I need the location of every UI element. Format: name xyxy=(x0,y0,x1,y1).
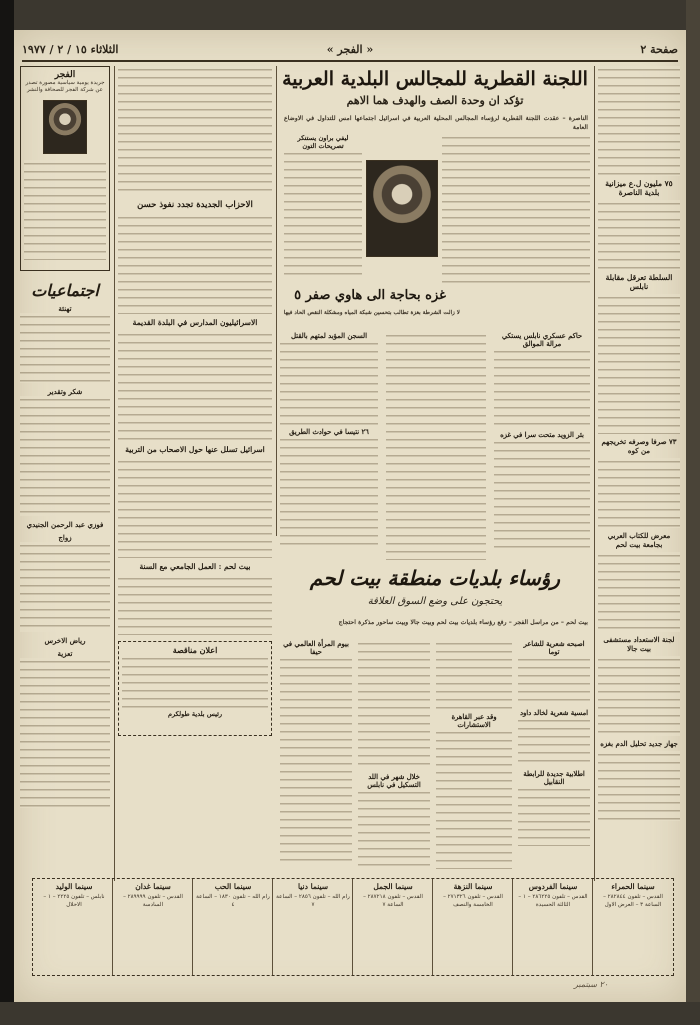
note-text xyxy=(20,542,110,632)
bethlehem-headline: رؤساء بلديات منطقة بيت لحم xyxy=(309,566,561,590)
article-headline: السلطة تعرقل مقابلة نابلس xyxy=(605,273,673,291)
article-text xyxy=(386,332,486,560)
cinema-item xyxy=(112,879,193,975)
lead-photo xyxy=(366,160,438,257)
story-headline: بئر الزويد متحت سرا في غزه xyxy=(500,431,584,439)
note-title: شكر وتقدير xyxy=(47,387,83,396)
article-headline: الاسرائيليون المدارس في البلدة القديمة xyxy=(132,318,258,327)
article-text xyxy=(518,786,590,846)
article-text xyxy=(358,789,430,869)
article-headline: اسرائيل تسلل عنها حول الاصحاب من التربية xyxy=(125,445,265,454)
cinema-name: سينما الوليد xyxy=(55,882,93,891)
story-headline: خلال شهر في اللد التسكيل في نابلس xyxy=(367,773,421,789)
person-name: رياض الاخرس xyxy=(44,636,86,645)
newspaper-page xyxy=(14,30,686,1002)
story-headline: اصبحه شعرية للشاعر توما xyxy=(523,640,585,656)
gaza-lede: لا زالت الشرطة بغزة تطالب بتحسين شبكة المياه ومشكلة النقص الحاد فيها xyxy=(283,310,460,316)
article-text xyxy=(518,717,590,767)
left-column xyxy=(20,66,110,876)
cinema-item xyxy=(592,879,673,975)
story-headline: السجن المؤبد لمتهم بالقتل xyxy=(291,332,367,340)
lead-body xyxy=(442,134,590,286)
cinema-name: سينما الحب xyxy=(214,882,252,891)
cinema-name: سينما الجمل xyxy=(373,882,413,891)
middle-stories xyxy=(280,332,590,562)
article-text xyxy=(598,294,680,434)
article-text xyxy=(284,150,362,280)
cinema-item xyxy=(192,879,273,975)
page-masthead xyxy=(22,38,678,62)
article-text xyxy=(280,340,378,425)
article-text xyxy=(598,656,680,736)
story-headline: امسية شعرية لخالد داود xyxy=(519,709,589,717)
article-text xyxy=(118,575,272,635)
handwritten-note: ٢٠ سبتمبر xyxy=(574,980,609,989)
cinema-name: سينما غدان xyxy=(135,882,171,891)
cinema-item xyxy=(512,879,593,975)
article-text xyxy=(494,348,590,428)
lead-subheadline: تؤكد ان وحدة الصف والهدف هما الاهم xyxy=(346,94,524,107)
article-text xyxy=(118,214,272,314)
cinema-item xyxy=(352,879,433,975)
box-text-lines xyxy=(24,160,106,260)
scan-left-border xyxy=(0,0,14,1025)
lead-sidebar xyxy=(284,134,362,284)
article-text xyxy=(598,751,680,821)
paper-name: « الفجر » xyxy=(326,42,374,56)
note-title: زواج xyxy=(58,533,72,542)
story-headline: اطلابية جديدة للرابطة النقابيل xyxy=(523,770,585,786)
cinema-name: سينما الحمراء xyxy=(611,882,655,891)
lead-lede: الناصرة – عقدت اللجنة القطرية لرؤساء المجالس المحلية العربية في اسرائيل اجتماعها امس للتداول في الاوضاع العامة xyxy=(284,115,588,131)
lower-stories xyxy=(280,640,590,870)
cinema-details: القدس – تلفون ٢٨٩٩٩٩ – السادسة xyxy=(123,894,183,908)
article-text xyxy=(598,66,680,176)
ad-signer: رئيس بلدية طولكرم xyxy=(167,710,223,718)
mid-left-column xyxy=(118,66,272,876)
article-headline: الاحزاب الجديدة تجدد نفوذ حسن xyxy=(137,200,253,210)
cinema-details: القدس – تلفون ٢٨٢٨٤٤ – الساعة ٣ – العرض الاول xyxy=(603,894,663,908)
story-headline: وقد عبر القاهرة الاستشارات xyxy=(451,713,497,729)
article-text xyxy=(442,134,590,286)
story-col xyxy=(518,640,590,868)
story-col xyxy=(494,332,590,560)
column-rule xyxy=(114,66,115,881)
cinema-item xyxy=(272,879,353,975)
story-headline: ٢٦ نتيسا في حوادث الطريق xyxy=(289,428,369,436)
scan-right-border xyxy=(686,0,700,1025)
article-text xyxy=(436,640,512,710)
story-headline: حاكم عسكري نابلس يستكي مرالة الموالق xyxy=(501,332,583,348)
article-text xyxy=(280,436,378,546)
masthead-box xyxy=(20,66,110,271)
article-text xyxy=(598,552,680,632)
cinema-listings xyxy=(32,878,674,976)
story-col xyxy=(358,640,430,868)
person-name: فوزي عبد الرحمن الجنيدي xyxy=(26,520,104,529)
cinema-details: القدس – تلفون ٢٨٦٢٢٥ – ١ – الثالثة الحسيدة xyxy=(518,894,588,908)
editor-photo xyxy=(43,100,87,154)
note-title: تهنئة xyxy=(58,304,72,313)
article-headline: لجنة الاستعداد مستشفى بيت جالا xyxy=(603,635,675,653)
note-text xyxy=(20,658,110,808)
article-text xyxy=(358,640,430,770)
box-title: الفجر xyxy=(54,70,76,80)
article-headline: معرض للكتاب العربي بجامعة بيت لحم xyxy=(607,531,671,549)
note-title: تعزية xyxy=(57,649,73,658)
cinema-item xyxy=(432,879,513,975)
article-text xyxy=(518,656,590,706)
cinema-details: نابلس – تلفون ٢٢٢٥ – ١ – الاحلال xyxy=(43,894,105,908)
photo-caption: ليفي براون يستنكر تصريحات التون xyxy=(297,134,349,150)
bethlehem-lede: بيت لحم – من مراسل الفجر – رفع رؤساء بلديات بيت لحم وبيت جالا وبيت ساحور مذكرة احتجاج xyxy=(338,619,588,626)
article-text xyxy=(598,458,680,528)
article-headline: ٧٣ صرفا وصرفه تخريجهم من كوه xyxy=(601,437,677,455)
story-col xyxy=(386,332,486,560)
article-headline: جهاز جديد تحليل الدم بغزه xyxy=(600,739,678,748)
note-text xyxy=(20,313,110,383)
note-text xyxy=(20,396,110,516)
lead-headline: اللجنة القطرية للمجالس البلدية العربية xyxy=(282,68,588,90)
scan-top-border xyxy=(0,0,700,30)
bethlehem-subheadline: يحتجون على وضع السوق العلاقة xyxy=(367,596,503,607)
cinema-name: سينما النزهة xyxy=(453,882,493,891)
cinema-details: رام الله – تلفون ٢٨٥٦ – الساعة ٧ xyxy=(276,894,350,908)
article-text xyxy=(118,331,272,441)
article-text xyxy=(436,729,512,869)
ad-text xyxy=(122,655,268,710)
article-text xyxy=(280,656,352,866)
page-number: صفحة ٢ xyxy=(640,42,678,56)
tender-ad xyxy=(118,641,272,736)
column-rule xyxy=(594,66,595,881)
right-column xyxy=(598,66,680,876)
box-text: جريدة يومية سياسية مصورة تصدر عن شركة الفجر للصحافة والنشر xyxy=(25,80,105,93)
article-text xyxy=(118,66,272,196)
article-text xyxy=(598,200,680,270)
social-section-title: اجتماعيات xyxy=(31,281,99,300)
cinema-name: سينما دنيا xyxy=(297,882,329,891)
article-text xyxy=(118,458,272,558)
gaza-headline: غزه بحاجة الى هاوي صفر ٥ xyxy=(294,288,446,303)
story-col xyxy=(280,640,352,868)
story-col xyxy=(280,332,378,560)
cinema-item xyxy=(35,879,113,975)
cinema-details: رام الله – تلفون ١٨٣٠ – الساعة ٤ xyxy=(196,894,270,908)
cinema-details: القدس – تلفون ٢٧١٣٢٦ – الخامسة والنصف xyxy=(443,894,503,908)
ad-title: اعلان مناقصة xyxy=(172,645,218,655)
scan-bottom-border xyxy=(0,1002,700,1025)
article-headline: ٧٥ مليون ل.ع ميزانية بلدية الناصرة xyxy=(605,179,673,197)
article-headline: بيت لحم : العمل الجامعي مع السنة xyxy=(139,562,251,571)
story-col xyxy=(436,640,512,868)
cinema-name: سينما الفردوس xyxy=(528,882,578,891)
cinema-details: القدس – تلفون ٢٨٧٢١٨ – الساعة ٧ xyxy=(363,894,423,908)
column-rule xyxy=(276,66,277,536)
article-text xyxy=(494,439,590,549)
story-headline: بيوم المرأة العالمي في حيفا xyxy=(283,640,349,656)
issue-date: الثلاثاء ١٥ / ٢ / ١٩٧٧ xyxy=(22,42,119,56)
